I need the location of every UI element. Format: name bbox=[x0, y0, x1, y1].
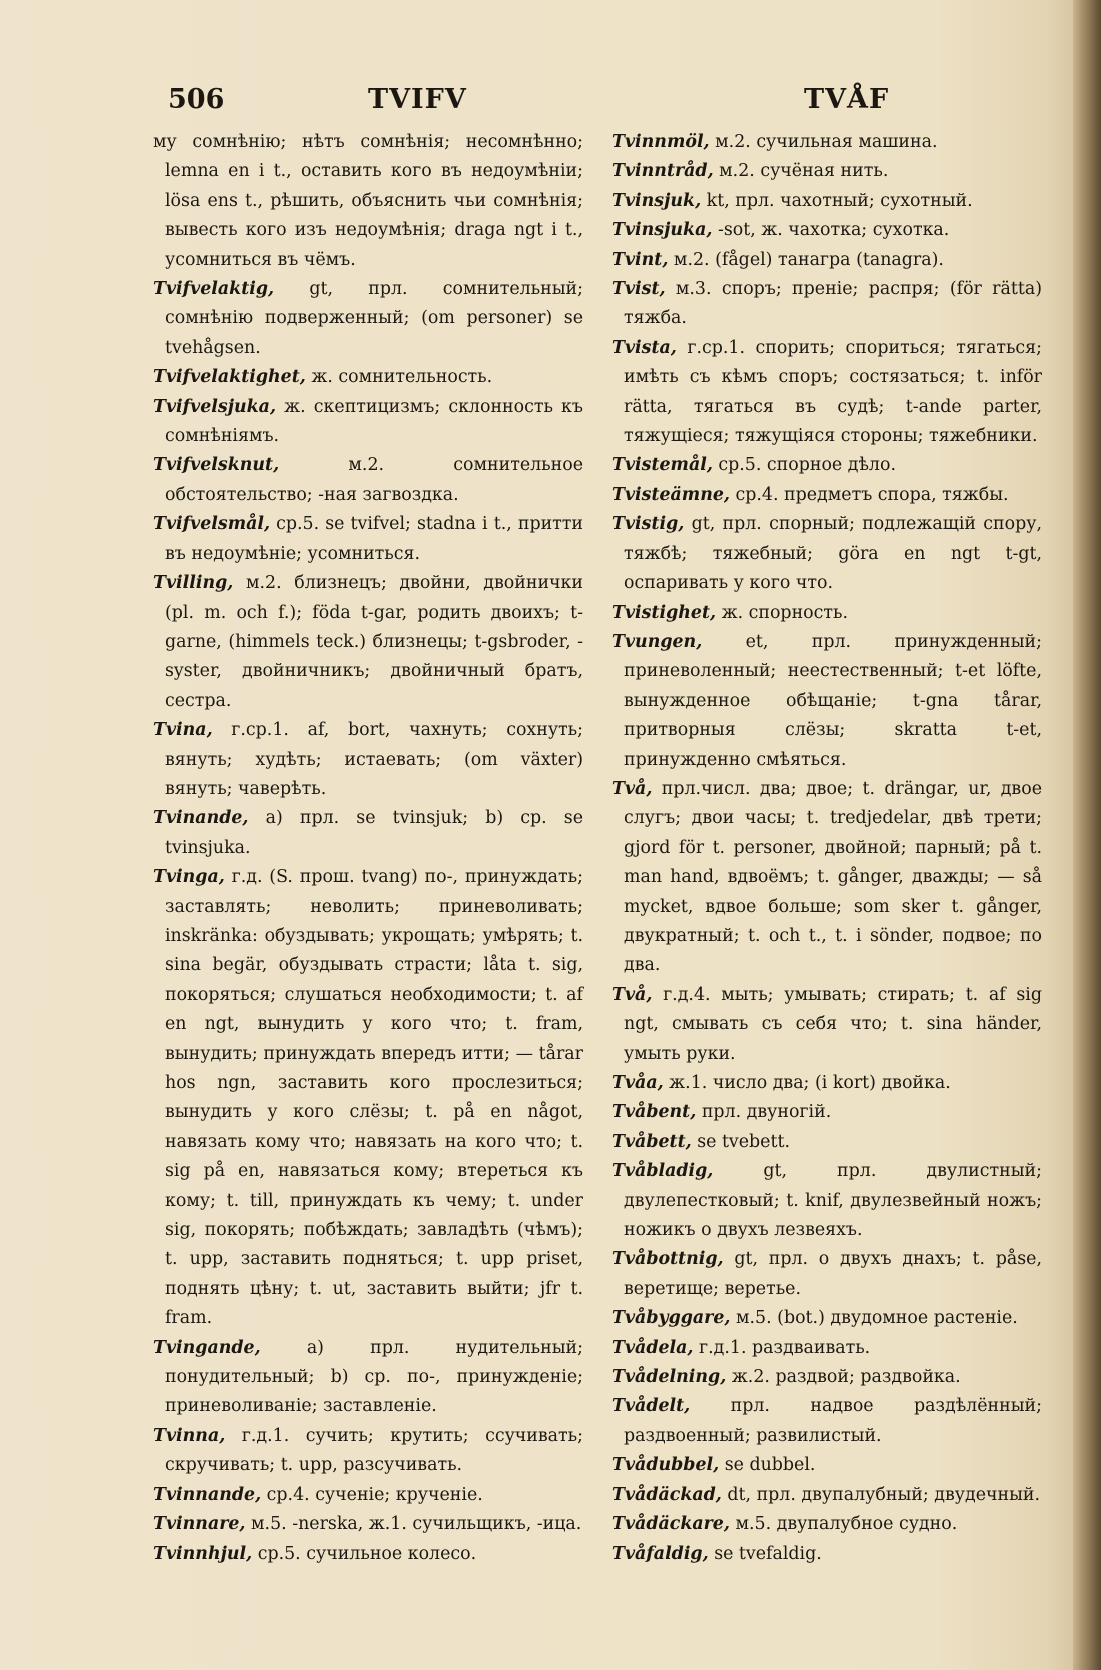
entry-definition: kt, прл. чахотный; сухотный. bbox=[706, 190, 973, 211]
entry-definition: г.д.1. сучить; крутить; ссучивать; скручивать; t. upp, разсучивать. bbox=[165, 1425, 583, 1476]
dictionary-entry bbox=[612, 275, 1042, 334]
running-head-left: TVIFV bbox=[368, 84, 467, 115]
page-number: 506 bbox=[168, 84, 225, 115]
entry-headword: Tvina, bbox=[153, 720, 213, 741]
entry-definition: gt, прл. двулистный; двулепестковый; t. knif, двулезвейный ножъ; ножикъ о двухъ лезвеяхъ. bbox=[624, 1161, 1042, 1241]
entry-definition: г.д.4. мыть; умывать; стирать; t. af sig ngt, смывать съ себя что; t. sina händer, умыть руки. bbox=[624, 984, 1042, 1064]
entry-definition: м.5. (bot.) двудомное растеніе. bbox=[735, 1308, 1018, 1329]
entry-headword: Tvistig, bbox=[612, 514, 685, 535]
entry-headword: Tvinnande, bbox=[153, 1484, 262, 1505]
entry-definition: му сомнѣнію; нѣтъ сомнѣнія; несомнѣнно; lemna en i t., оставить кого въ недоумѣніи; lösa ens t., рѣшить, объяснить чьи сомнѣнія; вывесть кого изъ недоумѣнія; draga ngt i t., усомниться въ чёмъ. bbox=[153, 132, 583, 270]
dictionary-entry bbox=[153, 510, 583, 569]
dictionary-entry bbox=[153, 569, 583, 716]
entry-definition: gt, прл. о двухъ днахъ; t. påse, веретище; веретье. bbox=[624, 1249, 1042, 1299]
entry-definition: se tvebett. bbox=[697, 1131, 790, 1152]
entry-definition: et, прл. принужденный; приневоленный; неестественный; t-et löfte, вынужденное обѣщаніе; t-gna tårar, притворныя слёзы; skratta t-et, принужденно смѣяться. bbox=[624, 631, 1042, 770]
entry-definition: м.2. сучильная машина. bbox=[715, 132, 938, 152]
entry-headword: Tvistighet, bbox=[612, 602, 717, 623]
entry-headword: Tvådäckare, bbox=[612, 1514, 730, 1535]
dictionary-entry bbox=[153, 451, 583, 510]
entry-definition: м.2. (fågel) танагра (tanagra). bbox=[673, 249, 944, 270]
entry-definition: м.5. -nerska, ж.1. сучильщикъ, -ица. bbox=[251, 1514, 582, 1535]
entry-headword: Tvinnmöl, bbox=[612, 132, 710, 152]
entry-definition: ср.5. сучильное колесо. bbox=[257, 1543, 477, 1564]
entry-definition: a) прл. se tvinsjuk; b) ср. se tvinsjuka. bbox=[165, 808, 584, 858]
entry-definition: -sot, ж. чахотка; сухотка. bbox=[717, 220, 950, 241]
dictionary-entry bbox=[153, 863, 583, 1334]
dictionary-entry bbox=[153, 1540, 583, 1569]
entry-definition: м.5. двупалубное судно. bbox=[735, 1514, 958, 1535]
left-column bbox=[153, 128, 583, 1569]
entry-definition: г.д. (S. прош. tvang) по-, принуждать; заставлять; неволить; приневоливать; inskränka: обуздывать; укрощать; умѣрять; t. sina begär, обуздывать страсти; låta t. sig, покоряться; слушаться необходимости; t. af en ngt, вынудить у кого что; t. fram, вынудить; принуждать впередъ итти; — tårar hos ngn, заставить кого прослезиться; вынудить у кого слёзы; t. på en något, навязать кому что; навязать на кого что; t. sig på en, навязаться кому; втереться къ кому; t. till, принуждать къ чему; t. under sig, покорять; побѣждать; завладѣть (чѣмъ); t. upp, заставить подняться; t. upp priset, поднять цѣну; t. ut, заставить выйти; jfr t. fram. bbox=[165, 867, 584, 1329]
dictionary-entry bbox=[612, 1157, 1042, 1245]
entry-headword: Tvådubbel, bbox=[612, 1455, 720, 1476]
entry-headword: Tvådelning, bbox=[612, 1367, 727, 1388]
dictionary-entry bbox=[612, 246, 1042, 275]
entry-headword: Tvinntråd, bbox=[612, 161, 714, 182]
dictionary-entry bbox=[612, 1540, 1042, 1569]
entry-headword: Tvinnare, bbox=[153, 1514, 246, 1535]
running-head-right: TVÅF bbox=[804, 84, 890, 115]
entry-headword: Tvinna, bbox=[153, 1425, 226, 1446]
entry-definition: г.ср.1. af, bort, чахнуть; сохнуть; вянуть; худѣть; истаевать; (om växter) вянуть; чаверѣть. bbox=[165, 720, 583, 799]
entry-definition: ср.5. se tvifvel; stadna i t., притти въ недоумѣніе; усомниться. bbox=[165, 514, 584, 564]
dictionary-entry bbox=[153, 1334, 583, 1422]
dictionary-entry bbox=[612, 1304, 1042, 1333]
dictionary-entry bbox=[153, 804, 583, 863]
entry-headword: Tvilling, bbox=[153, 573, 234, 594]
entry-definition: прл.числ. два; двое; t. drängar, ur, двое слугъ; двои часы; t. tredjedelar, двѣ трети; gjord för t. personer, двойной; парный; på t. man hand, вдвоёмъ; t. gånger, дважды; — så mycket, вдвое больше; som sker t. gånger, двукратный; t. och t., t. i sönder, подвое; по два. bbox=[624, 778, 1042, 976]
entry-headword: Tvinsjuk, bbox=[612, 190, 702, 211]
entry-definition: gt, прл. спорный; подлежащій спору, тяжбѣ; тяжебный; göra en ngt t-gt, оспаривать у кого что. bbox=[624, 514, 1042, 594]
entry-headword: Tvifvelsknut, bbox=[153, 455, 280, 476]
entry-definition: dt, прл. двупалубный; двудечный. bbox=[727, 1484, 1041, 1505]
entry-definition: прл. двуногій. bbox=[701, 1102, 832, 1123]
entry-headword: Tvifvelsmål, bbox=[153, 514, 271, 535]
entry-definition: se tvefaldig. bbox=[714, 1543, 822, 1564]
entry-definition: м.2. близнецъ; двойни, двойнички (pl. m. och f.); föda t-gar, родить двоихъ; t-garne, (himmels teck.) близнецы; t-gsbroder, -syster, двойничникъ; двойничный братъ, сестра. bbox=[165, 573, 583, 711]
entry-headword: Tvådelt, bbox=[612, 1396, 691, 1417]
entry-definition: ж. скептицизмъ; склонность къ сомнѣніямъ. bbox=[165, 396, 583, 447]
dictionary-entry bbox=[153, 363, 583, 392]
dictionary-entry bbox=[612, 1334, 1042, 1363]
entry-headword: Tvifvelaktig, bbox=[153, 279, 275, 300]
entry-headword: Tvisteämne, bbox=[612, 484, 730, 505]
dictionary-entry bbox=[612, 451, 1042, 480]
entry-definition: ср.4. сученіе; крученіе. bbox=[266, 1484, 483, 1505]
dictionary-entry bbox=[612, 1069, 1042, 1098]
dictionary-entry bbox=[153, 275, 583, 363]
dictionary-entry bbox=[612, 1451, 1042, 1480]
dictionary-entry bbox=[612, 481, 1042, 510]
dictionary-entry bbox=[612, 157, 1042, 186]
entry-definition: прл. надвое раздѣлённый; раздвоенный; развилистый. bbox=[624, 1396, 1042, 1446]
entry-headword: Tvåa, bbox=[612, 1073, 664, 1093]
entry-headword: Tvinga, bbox=[153, 867, 225, 888]
entry-headword: Tvåfaldig, bbox=[612, 1543, 709, 1564]
entry-headword: Tvåbyggare, bbox=[612, 1308, 731, 1329]
entry-definition: ср.5. спорное дѣло. bbox=[718, 455, 896, 476]
entry-headword: Två, bbox=[612, 984, 653, 1005]
dictionary-entry bbox=[612, 1128, 1042, 1157]
entry-headword: Tvåbett, bbox=[612, 1131, 692, 1152]
entry-definition: se dubbel. bbox=[724, 1455, 816, 1476]
entry-headword: Tvifvelsjuka, bbox=[153, 396, 277, 417]
entry-definition: г.д.1. раздваивать. bbox=[699, 1337, 871, 1358]
dictionary-entry bbox=[612, 1481, 1042, 1510]
entry-headword: Tvistemål, bbox=[612, 455, 713, 476]
entry-definition: gt, прл. сомнительный; сомнѣнію подверженный; (om personer) se tvehågsen. bbox=[165, 279, 584, 358]
entry-headword: Tvåbladig, bbox=[612, 1161, 714, 1182]
entry-definition: м.3. споръ; преніе; распря; (för rätta) тяжба. bbox=[624, 279, 1042, 329]
right-column bbox=[612, 128, 1042, 1569]
dictionary-entry bbox=[612, 187, 1042, 216]
dictionary-entry bbox=[612, 599, 1042, 628]
dictionary-entry bbox=[153, 128, 583, 275]
entry-definition: м.2. сомнительное обстоятельство; -ная загвоздка. bbox=[165, 455, 583, 505]
entry-headword: Tvist, bbox=[612, 279, 666, 300]
dictionary-entry bbox=[612, 981, 1042, 1069]
entry-definition: ж. спорность. bbox=[721, 602, 848, 623]
entry-headword: Tvint, bbox=[612, 249, 669, 270]
dictionary-entry bbox=[153, 1510, 583, 1539]
dictionary-entry bbox=[612, 216, 1042, 245]
book-spine-edge bbox=[1073, 0, 1101, 1670]
entry-headword: Tvifvelaktighet, bbox=[153, 367, 306, 388]
dictionary-entry bbox=[612, 1098, 1042, 1127]
dictionary-entry bbox=[612, 628, 1042, 775]
entry-definition: м.2. сучёная нить. bbox=[719, 161, 889, 182]
dictionary-entry bbox=[153, 1422, 583, 1481]
dictionary-entry bbox=[612, 1245, 1042, 1304]
dictionary-entry bbox=[612, 334, 1042, 452]
dictionary-entry bbox=[612, 1392, 1042, 1451]
dictionary-entry bbox=[153, 393, 583, 452]
entry-headword: Tvinnhjul, bbox=[153, 1543, 253, 1564]
dictionary-entry bbox=[612, 128, 1042, 157]
page-header bbox=[168, 84, 1048, 124]
entry-headword: Tvungen, bbox=[612, 631, 703, 652]
entry-headword: Tvinande, bbox=[153, 808, 249, 829]
entry-headword: Tvådäckad, bbox=[612, 1484, 722, 1505]
entry-headword: Tvådela, bbox=[612, 1337, 694, 1358]
entry-definition: ж.1. число два; (i kort) двойка. bbox=[669, 1073, 951, 1093]
dictionary-entry bbox=[612, 1510, 1042, 1539]
entry-headword: Tvåbottnig, bbox=[612, 1249, 724, 1270]
entry-definition: г.ср.1. спорить; спориться; тягаться; имѣть съ кѣмъ споръ; состязаться; t. inför rätta, тягаться въ судѣ; t-ande parter, тяжущіеся; тяжущіяся стороны; тяжебники. bbox=[624, 337, 1042, 447]
dictionary-entry bbox=[153, 1481, 583, 1510]
entry-headword: Två, bbox=[612, 778, 653, 799]
entry-definition: ж. сомнительность. bbox=[311, 367, 493, 388]
entry-headword: Tvåbent, bbox=[612, 1102, 697, 1123]
dictionary-entry bbox=[612, 1363, 1042, 1392]
dictionary-entry bbox=[153, 716, 583, 804]
entry-definition: ж.2. раздвой; раздвойка. bbox=[731, 1367, 961, 1388]
entry-definition: a) прл. нудительный; понудительный; b) ср. по-, принужденіе; приневоливаніе; заставленіе. bbox=[165, 1337, 583, 1417]
dictionary-entry bbox=[612, 775, 1042, 981]
entry-definition: ср.4. предметъ спора, тяжбы. bbox=[735, 484, 1009, 505]
entry-headword: Tvinsjuka, bbox=[612, 220, 713, 241]
dictionary-entry bbox=[612, 510, 1042, 598]
entry-headword: Tvingande, bbox=[153, 1337, 261, 1358]
entry-headword: Tvista, bbox=[612, 337, 677, 358]
